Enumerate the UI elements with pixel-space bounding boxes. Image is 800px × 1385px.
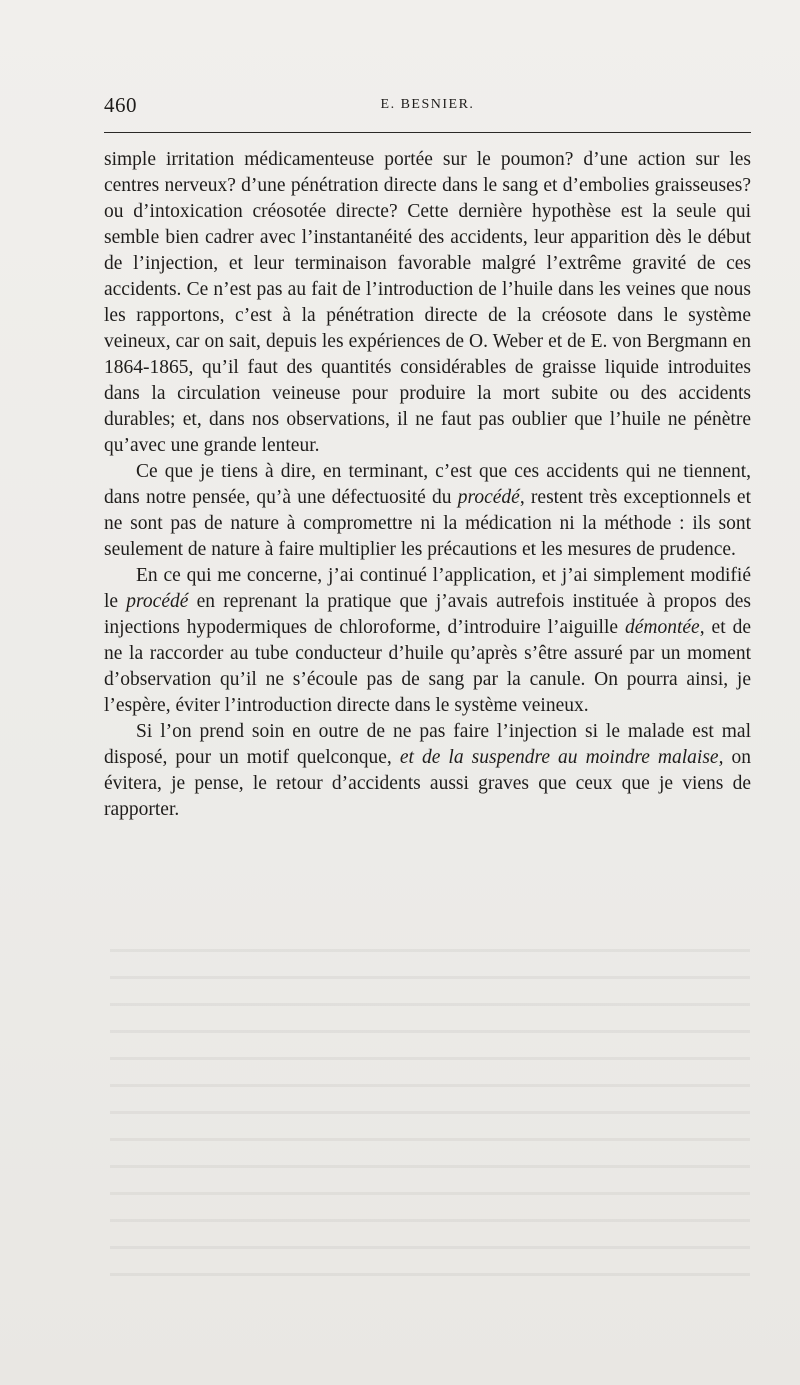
text-run: , restent très exceptionnels et ne sont pas de nature à compromettre ni la médication ni la méthode : ils sont seulement de nature à faire multiplier les précautions et les mesures de prudence.: [104, 487, 751, 560]
paragraph-1: [104, 147, 751, 459]
text-run: on évitera, je pense, le retour d’accidents aussi graves que ceux que je viens de rapporter.: [104, 747, 751, 820]
paragraph-4: [104, 719, 751, 823]
running-head-author: E. BESNIER.: [380, 97, 475, 112]
text-run: simple irritation médicamenteuse portée sur le poumon? d’une action sur les centres nerveux? d’une pénétration directe dans le sang et d’embolies graisseuses? ou d’intoxication créosotée directe? Cette dernière hypothèse est la seule qui semble bien cadrer avec l’instantanéité des accidents, leur apparition dès le début de l’injection, et leur terminaison favorable malgré l’extrême gravité de ces accidents. Ce n’est pas au fait de l’introduction de l’huile dans les veines que nous les rapportons, c’est à la pénétration directe de la créosote dans le système veineux, car on sait, depuis les expériences de O. Weber et de E. von Bergmann en 1864-1865, qu’il faut des quantités considérables de graisse liquide introduites dans la circulation veineuse pour produire la mort subite ou des accidents durables; et, dans nos observations, il ne faut pas oublier que l’huile ne pénètre qu’avec une grande lenteur.: [104, 149, 751, 456]
paragraph-2: [104, 459, 751, 563]
text-run: , et de ne la raccorder au tube conducteur d’huile qu’après s’être assuré par un moment d’observation qu’il ne s’écoule pas de sang par la canule. On pourra ainsi, je l’espère, éviter l’introduction directe dans le système veineux.: [104, 617, 751, 716]
text-run: En ce qui me concerne, j’ai continué l’application, et j’ai simplement modifié le: [104, 565, 751, 612]
text-run: en reprenant la pratique que j’avais autrefois instituée à propos des injections hypodermiques de chloroforme, d’introduire l’aiguille: [104, 591, 751, 638]
italic-text: procédé: [126, 591, 189, 612]
show-through-texture: [110, 935, 750, 1295]
header-rule: [104, 132, 751, 133]
running-head: [104, 93, 751, 121]
italic-text: procédé: [457, 487, 520, 508]
text-run: Si l’on prend soin en outre de ne pas faire l’injection si le malade est mal disposé, pour un motif quelconque,: [104, 721, 751, 768]
italic-text: démontée: [625, 617, 700, 638]
body-text: [104, 147, 751, 823]
italic-text: et de la suspendre au moindre malaise,: [399, 747, 724, 768]
page-number: 460: [104, 93, 137, 117]
paragraph-3: [104, 563, 751, 719]
text-run: Ce que je tiens à dire, en terminant, c’est que ces accidents qui ne tiennent, dans notre pensée, qu’à une défectuosité du: [104, 461, 751, 508]
